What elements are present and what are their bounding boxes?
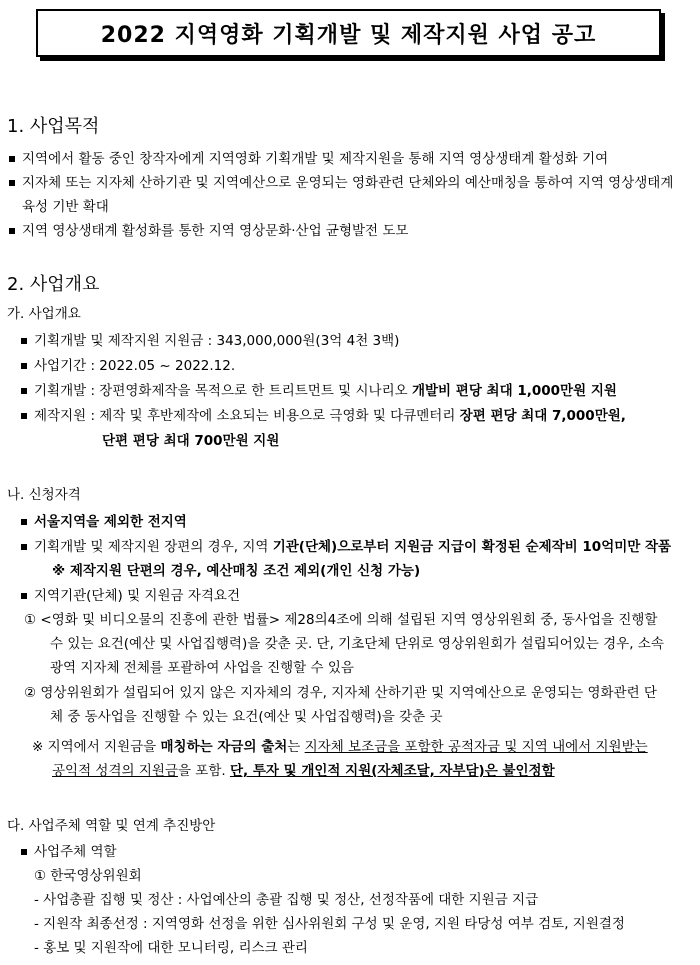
ga-bullet-4-cont: 단편 편당 최대 700만원 지원 bbox=[102, 433, 280, 449]
na-note-2-cont: 공익적 성격의 지원금을 포함. 단, 투자 및 개인적 지원(자체조달, 자부담)은 불인정함 bbox=[52, 763, 555, 779]
bullet-icon bbox=[9, 228, 15, 234]
ga-bullet-4: 제작지원 : 제작 및 후반제작에 소요되는 비용으로 극영화 및 다큐멘터리 장편 편당 최대 7,000만원, bbox=[34, 408, 626, 424]
na-item-1-cont-2: 광역 지자체 전체를 포괄하여 사업을 진행할 수 있음 bbox=[50, 660, 354, 676]
ga-bullet-3: 기획개발 : 장편영화제작을 목적으로 한 트리트먼트 및 시나리오 개발비 편당 최대 1,000만원 지원 bbox=[34, 383, 617, 399]
da-item-1: ① 한국영상위원회 bbox=[34, 868, 142, 884]
da-detail-2: - 지원작 최종선정 : 지역영화 선정을 위한 심사위원회 구성 및 운영, 지원 타당성 여부 검토, 지원결정 bbox=[34, 916, 625, 932]
da-detail-3: - 홍보 및 지원작에 대한 모니터링, 리스크 관리 bbox=[34, 940, 308, 956]
s1-bullet-3: 지역 영상생태계 활성화를 통한 지역 영상문화·산업 균형발전 도모 bbox=[22, 223, 409, 239]
section-2-heading: 2. 사업개요 bbox=[7, 274, 100, 295]
section-1-heading: 1. 사업목적 bbox=[7, 116, 100, 137]
na-note-2: ※ 지역에서 지원금을 매칭하는 자금의 출처는 지자체 보조금을 포함한 공적자금 및 지역 내에서 지원받는 bbox=[32, 739, 648, 755]
title-box bbox=[36, 9, 661, 57]
subsection-da: 다. 사업주체 역할 및 연계 추진방안 bbox=[7, 818, 216, 834]
na-bullet-1: 서울지역을 제외한 전지역 bbox=[34, 514, 187, 530]
s1-bullet-2-cont: 육성 기반 확대 bbox=[22, 199, 109, 215]
bullet-icon bbox=[21, 413, 27, 419]
s1-bullet-2: 지자체 또는 지자체 산하기관 및 지역예산으로 운영되는 영화관련 단체와의 예산매칭을 통하여 지역 영상생태계 bbox=[22, 175, 674, 191]
na-item-2: ② 영상위원회가 설립되어 있지 않은 지자체의 경우, 지자체 산하기관 및 지역예산으로 운영되는 영화관련 단 bbox=[24, 685, 657, 701]
subsection-ga: 가. 사업개요 bbox=[7, 306, 81, 322]
bullet-icon bbox=[21, 388, 27, 394]
bullet-icon bbox=[21, 593, 27, 599]
na-bullet-2: 기획개발 및 제작지원 장편의 경우, 지역 기관(단체)으로부터 지원금 지급이 확정된 순제작비 10억미만 작품 bbox=[34, 539, 672, 555]
bullet-icon bbox=[21, 519, 27, 525]
na-item-2-cont: 체 중 동사업을 진행할 수 있는 요건(예산 및 사업집행력)을 갖춘 곳 bbox=[50, 709, 443, 725]
bullet-icon bbox=[21, 338, 27, 344]
bullet-icon bbox=[21, 363, 27, 369]
ga-bullet-2: 사업기간 : 2022.05 ~ 2022.12. bbox=[34, 358, 236, 374]
ga-bullet-1: 기획개발 및 제작지원 지원금 : 343,000,000원(3억 4천 3백) bbox=[34, 333, 400, 349]
s1-bullet-1: 지역에서 활동 중인 창작자에게 지역영화 기획개발 및 제작지원을 통해 지역 영상생태계 활성화 기여 bbox=[22, 151, 609, 167]
bullet-icon bbox=[21, 849, 27, 855]
bullet-icon bbox=[9, 156, 15, 162]
subsection-na: 나. 신청자격 bbox=[7, 487, 81, 503]
na-note-1: ※ 제작지원 단편의 경우, 예산매칭 조건 제외(개인 신청 가능) bbox=[52, 563, 421, 579]
bullet-icon bbox=[21, 544, 27, 550]
page-title: 2022 지역영화 기획개발 및 제작지원 사업 공고 bbox=[100, 22, 597, 48]
na-item-1: ① <영화 및 비디오물의 진흥에 관한 법률> 제28의4조에 의해 설립된 지역 영상위원회 중, 동사업을 진행할 bbox=[24, 612, 658, 628]
da-bullet-1: 사업주체 역할 bbox=[34, 844, 117, 860]
na-item-1-cont-1: 수 있는 요건(예산 및 사업집행력)을 갖춘 곳. 단, 기초단체 단위로 영상위원회가 설립되어있는 경우, 소속 bbox=[50, 636, 664, 652]
da-detail-1: - 사업총괄 집행 및 정산 : 사업예산의 총괄 집행 및 정산, 선정작품에 대한 지원금 지급 bbox=[34, 892, 539, 908]
bullet-icon bbox=[9, 180, 15, 186]
na-bullet-3: 지역기관(단체) 및 지원금 자격요건 bbox=[34, 588, 240, 604]
